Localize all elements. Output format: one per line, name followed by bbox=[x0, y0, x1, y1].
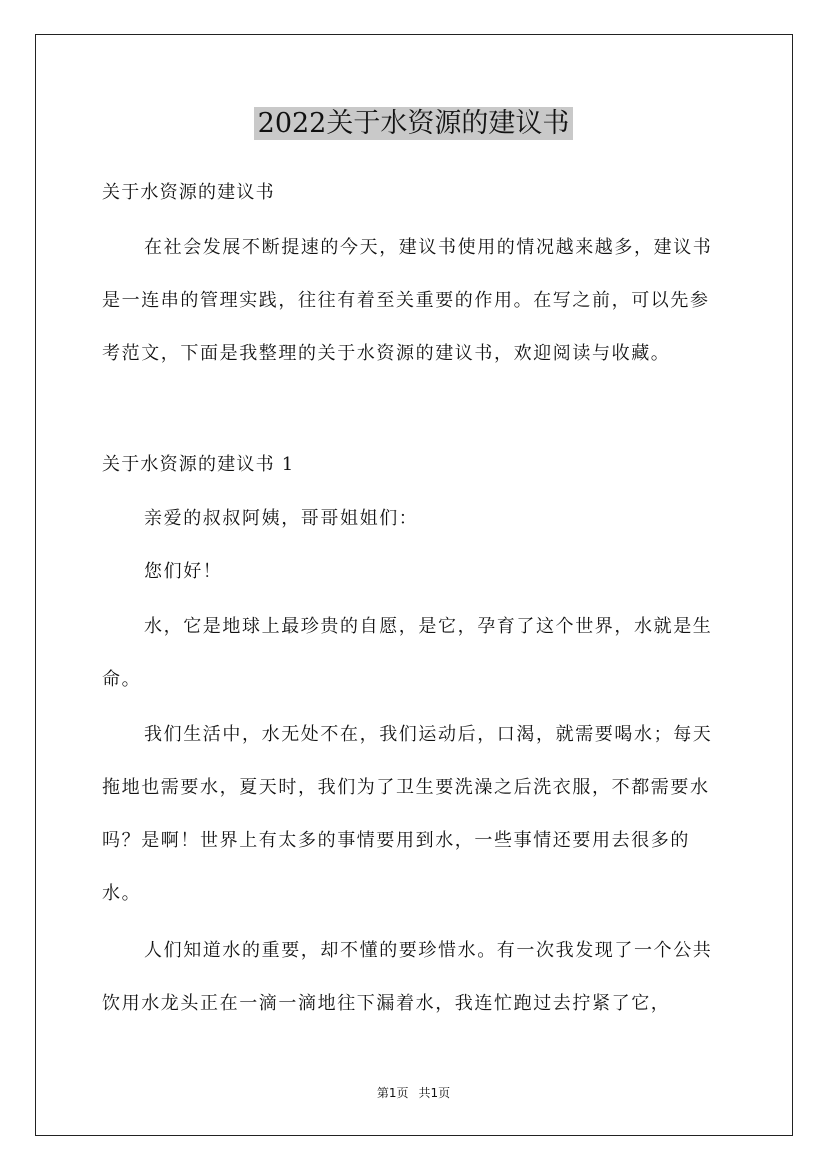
page-number: 第1页 bbox=[376, 1086, 409, 1100]
body-paragraph-1: 水，它是地球上最珍贵的自愿，是它，孕育了这个世界，水就是生命。 bbox=[102, 616, 713, 690]
document-title bbox=[0, 104, 827, 144]
document-title-text: 2022关于水资源的建议书 bbox=[254, 107, 574, 140]
greeting-line: 亲爱的叔叔阿姨，哥哥姐姐们： bbox=[144, 508, 419, 529]
section-heading: 关于水资源的建议书 1 bbox=[102, 454, 295, 475]
body-paragraph-3: 人们知道水的重要，却不懂的要珍惜水。有一次我发现了一个公共饮用水龙头正在一滴一滴地往下漏着水，我连忙跑过去拧紧了它， bbox=[102, 940, 713, 1014]
intro-paragraph: 在社会发展不断提速的今天，建议书使用的情况越来越多，建议书是一连串的管理实践，往往有着至关重要的作用。在写之前，可以先参考范文，下面是我整理的关于水资源的建议书，欢迎阅读与收藏。 bbox=[102, 237, 713, 364]
body-paragraph-2: 我们生活中，水无处不在，我们运动后，口渴，就需要喝水；每天拖地也需要水，夏天时，我们为了卫生要洗澡之后洗衣服，不都需要水吗？是啊！世界上有太多的事情要用到水，一些事情还要用去很多的水。 bbox=[102, 724, 713, 904]
salutation-line: 您们好！ bbox=[144, 561, 223, 582]
intro-heading: 关于水资源的建议书 bbox=[102, 182, 275, 203]
page-footer bbox=[0, 1085, 827, 1101]
page-total: 共1页 bbox=[418, 1086, 451, 1100]
